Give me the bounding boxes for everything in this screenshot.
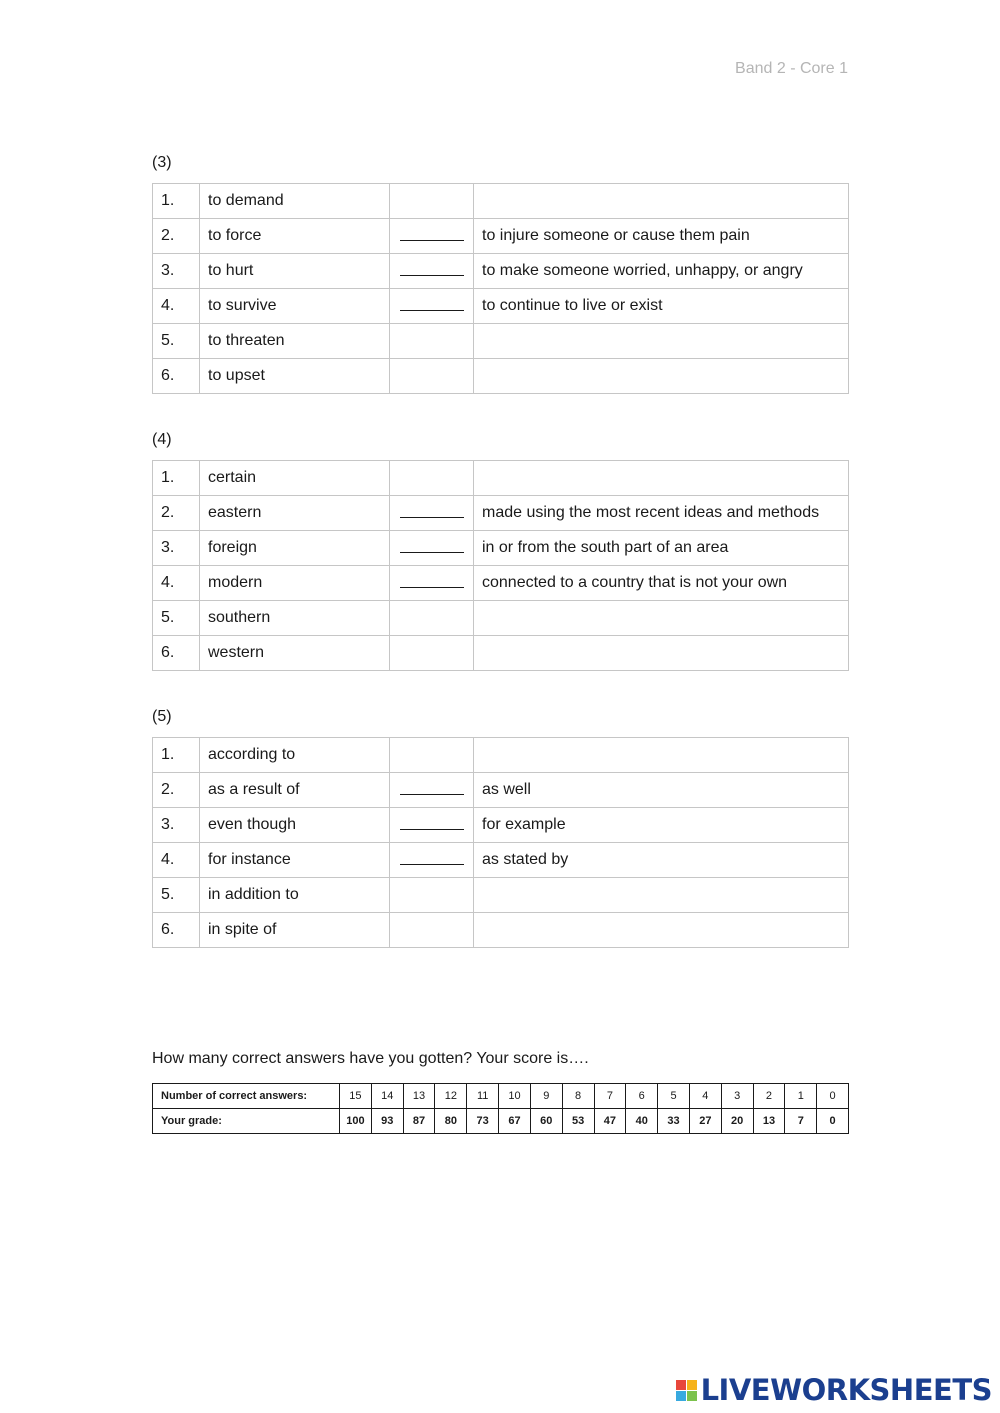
correct-count-cell: 14 [371, 1084, 403, 1109]
answer-cell [390, 808, 474, 843]
table-row [153, 773, 849, 808]
vocab-word: western [200, 636, 390, 671]
answer-cell [390, 184, 474, 219]
item-number: 6. [153, 359, 200, 394]
item-number: 2. [153, 219, 200, 254]
correct-count-cell: 7 [594, 1084, 626, 1109]
item-number: 1. [153, 184, 200, 219]
definition [474, 878, 849, 913]
logo-icon [676, 1380, 697, 1401]
vocab-word: to hurt [200, 254, 390, 289]
definition [474, 184, 849, 219]
correct-count-cell: 5 [658, 1084, 690, 1109]
item-number: 5. [153, 324, 200, 359]
grade-cell: 13 [753, 1109, 785, 1134]
answer-blank[interactable] [400, 296, 464, 311]
table-row [153, 461, 849, 496]
section-label: (5) [152, 708, 172, 725]
correct-count-cell: 3 [721, 1084, 753, 1109]
section-5 [152, 707, 849, 948]
answer-cell [390, 913, 474, 948]
grade-cell: 33 [658, 1109, 690, 1134]
grade-cell: 53 [562, 1109, 594, 1134]
answer-cell [390, 289, 474, 324]
answer-cell [390, 531, 474, 566]
definition [474, 913, 849, 948]
grade-cell: 93 [371, 1109, 403, 1134]
answer-blank[interactable] [400, 780, 464, 795]
liveworksheets-logo[interactable] [676, 1373, 992, 1407]
correct-count-cell: 11 [467, 1084, 499, 1109]
page-header: Band 2 - Core 1 [735, 60, 848, 77]
grade-cell: 60 [530, 1109, 562, 1134]
vocab-word: eastern [200, 496, 390, 531]
table-row [153, 496, 849, 531]
section-label: (3) [152, 154, 172, 171]
definition [474, 461, 849, 496]
vocab-word: according to [200, 738, 390, 773]
answer-blank[interactable] [400, 815, 464, 830]
logo-square-red [676, 1380, 686, 1390]
definition [474, 601, 849, 636]
item-number: 4. [153, 843, 200, 878]
answer-cell [390, 878, 474, 913]
answer-cell [390, 324, 474, 359]
vocab-word: for instance [200, 843, 390, 878]
answer-cell [390, 566, 474, 601]
answer-cell [390, 461, 474, 496]
vocab-word: modern [200, 566, 390, 601]
table-row [153, 913, 849, 948]
section-4 [152, 430, 849, 671]
item-number: 6. [153, 636, 200, 671]
correct-count-cell: 2 [753, 1084, 785, 1109]
grade-cell: 67 [499, 1109, 531, 1134]
correct-count-cell: 10 [499, 1084, 531, 1109]
section-3 [152, 153, 849, 394]
vocab-word: as a result of [200, 773, 390, 808]
logo-text: LIVEWORKSHEETS [700, 1373, 992, 1407]
item-number: 1. [153, 461, 200, 496]
answer-blank[interactable] [400, 573, 464, 588]
answer-blank[interactable] [400, 538, 464, 553]
table-row [153, 531, 849, 566]
grade-cell: 100 [340, 1109, 372, 1134]
vocab-word: even though [200, 808, 390, 843]
correct-count-cell: 4 [689, 1084, 721, 1109]
correct-count-cell: 8 [562, 1084, 594, 1109]
definition: to continue to live or exist [474, 289, 849, 324]
grade-cell: 27 [689, 1109, 721, 1134]
table-row [153, 636, 849, 671]
correct-answers-row [153, 1084, 849, 1109]
grade-cell: 40 [626, 1109, 658, 1134]
answer-cell [390, 496, 474, 531]
score-question: How many correct answers have you gotten? Your score is…. [152, 1050, 589, 1067]
definition: to make someone worried, unhappy, or angry [474, 254, 849, 289]
answer-blank[interactable] [400, 850, 464, 865]
table-row [153, 359, 849, 394]
correct-count-cell: 9 [530, 1084, 562, 1109]
definition [474, 636, 849, 671]
answer-blank[interactable] [400, 503, 464, 518]
answer-cell [390, 636, 474, 671]
correct-count-cell: 6 [626, 1084, 658, 1109]
vocab-word: to force [200, 219, 390, 254]
definition: in or from the south part of an area [474, 531, 849, 566]
item-number: 5. [153, 601, 200, 636]
matching-table [152, 737, 849, 948]
matching-table [152, 183, 849, 394]
vocab-word: to survive [200, 289, 390, 324]
grade-cell: 80 [435, 1109, 467, 1134]
grade-cell: 73 [467, 1109, 499, 1134]
vocab-word: in addition to [200, 878, 390, 913]
table-row [153, 843, 849, 878]
item-number: 3. [153, 254, 200, 289]
grade-cell: 20 [721, 1109, 753, 1134]
answer-cell [390, 738, 474, 773]
answer-blank[interactable] [400, 261, 464, 276]
answer-cell [390, 773, 474, 808]
answer-cell [390, 601, 474, 636]
definition: as well [474, 773, 849, 808]
definition: for example [474, 808, 849, 843]
logo-square-yellow [687, 1380, 697, 1390]
vocab-word: southern [200, 601, 390, 636]
table-row [153, 254, 849, 289]
table-row [153, 184, 849, 219]
section-label: (4) [152, 431, 172, 448]
correct-count-cell: 13 [403, 1084, 435, 1109]
grade-cell: 47 [594, 1109, 626, 1134]
logo-square-blue [676, 1391, 686, 1401]
definition: connected to a country that is not your own [474, 566, 849, 601]
correct-count-cell: 0 [817, 1084, 849, 1109]
item-number: 1. [153, 738, 200, 773]
matching-table [152, 460, 849, 671]
grade-cell: 87 [403, 1109, 435, 1134]
vocab-word: in spite of [200, 913, 390, 948]
vocab-word: foreign [200, 531, 390, 566]
item-number: 4. [153, 566, 200, 601]
item-number: 4. [153, 289, 200, 324]
definition [474, 359, 849, 394]
correct-count-cell: 15 [340, 1084, 372, 1109]
correct-answers-label: Number of correct answers: [153, 1084, 340, 1109]
answer-cell [390, 254, 474, 289]
logo-square-green [687, 1391, 697, 1401]
table-row [153, 289, 849, 324]
item-number: 6. [153, 913, 200, 948]
correct-count-cell: 12 [435, 1084, 467, 1109]
table-row [153, 324, 849, 359]
definition [474, 324, 849, 359]
table-row [153, 601, 849, 636]
item-number: 5. [153, 878, 200, 913]
definition: made using the most recent ideas and methods [474, 496, 849, 531]
item-number: 2. [153, 496, 200, 531]
answer-cell [390, 843, 474, 878]
definition: to injure someone or cause them pain [474, 219, 849, 254]
grade-cell: 7 [785, 1109, 817, 1134]
answer-cell [390, 359, 474, 394]
answer-cell [390, 219, 474, 254]
vocab-word: certain [200, 461, 390, 496]
vocab-word: to upset [200, 359, 390, 394]
definition: as stated by [474, 843, 849, 878]
grade-label: Your grade: [153, 1109, 340, 1134]
item-number: 2. [153, 773, 200, 808]
answer-blank[interactable] [400, 226, 464, 241]
item-number: 3. [153, 531, 200, 566]
vocab-word: to demand [200, 184, 390, 219]
score-table [152, 1083, 849, 1134]
vocab-word: to threaten [200, 324, 390, 359]
table-row [153, 566, 849, 601]
table-row [153, 878, 849, 913]
grade-cell: 0 [817, 1109, 849, 1134]
item-number: 3. [153, 808, 200, 843]
table-row [153, 219, 849, 254]
definition [474, 738, 849, 773]
table-row [153, 738, 849, 773]
correct-count-cell: 1 [785, 1084, 817, 1109]
table-row [153, 808, 849, 843]
grade-row [153, 1109, 849, 1134]
